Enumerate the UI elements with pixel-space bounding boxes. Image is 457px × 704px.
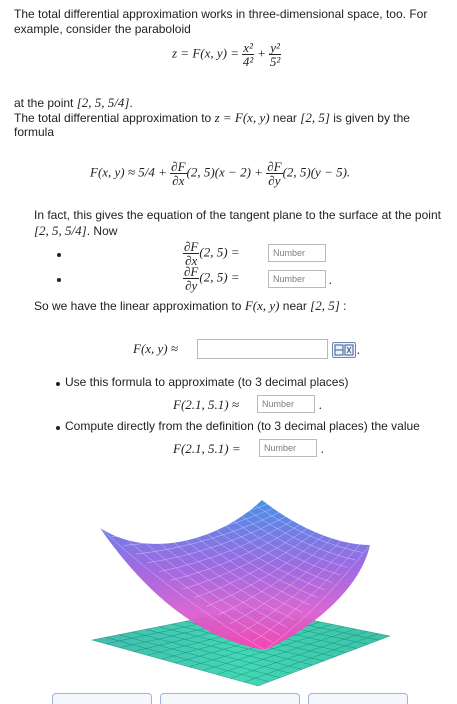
fy-period: . bbox=[329, 272, 333, 287]
fy-eval: (2, 5) = bbox=[199, 269, 240, 285]
fx-number-input[interactable] bbox=[268, 244, 326, 262]
partial-y-numerator: ∂F bbox=[267, 159, 282, 174]
fraction-y-term bbox=[269, 41, 281, 68]
linear-formula-input[interactable] bbox=[197, 339, 328, 359]
task-1-number-input[interactable] bbox=[257, 395, 315, 413]
formula-middle: (2, 5)(x − 2) + bbox=[186, 164, 263, 180]
task-1-period: . bbox=[319, 397, 323, 412]
linear-colon: : bbox=[343, 299, 347, 313]
linear-function: F(x, y) bbox=[244, 298, 280, 313]
partial-fx-row bbox=[183, 240, 240, 267]
fx-eval: (2, 5) = bbox=[199, 244, 240, 260]
tangent-formula bbox=[90, 160, 350, 187]
point-suffix: . bbox=[129, 96, 133, 110]
approx-intro-line-2: formula bbox=[14, 125, 55, 139]
approx-prefix: The total differential approximation to bbox=[14, 111, 212, 125]
plane-text-line-2 bbox=[34, 223, 117, 239]
x-term-numerator: x² bbox=[243, 40, 253, 55]
intro-line-1: The total differential approximation works in three-dimensional space, too. For bbox=[14, 7, 428, 21]
bottom-button-1[interactable] bbox=[52, 693, 152, 704]
formula-lhs: F(x, y) ≈ 5/4 + bbox=[90, 164, 167, 180]
fraction-x-term bbox=[242, 41, 254, 68]
partial-y-fraction bbox=[266, 160, 282, 187]
linear-period: . bbox=[357, 342, 361, 357]
linear-prefix: So we have the linear approximation to bbox=[34, 299, 242, 313]
paraboloid-equation bbox=[172, 41, 281, 68]
approx-near: near bbox=[272, 111, 297, 125]
linear-near: near bbox=[282, 299, 307, 313]
task-2-equation: F(2.1, 5.1) = bbox=[173, 441, 241, 456]
bullet-fy bbox=[57, 278, 61, 282]
fy-number-input[interactable] bbox=[268, 270, 326, 288]
approx-intro-line-1 bbox=[14, 110, 410, 126]
task-2-number-input[interactable] bbox=[259, 439, 317, 457]
formula-tail: (2, 5)(y − 5). bbox=[282, 164, 351, 180]
partial-x-denominator: ∂x bbox=[172, 173, 185, 188]
y-term-denominator: 5² bbox=[269, 54, 281, 69]
bottom-button-3[interactable] bbox=[308, 693, 408, 704]
formula-editor-button[interactable] bbox=[332, 342, 356, 358]
partial-x-fraction bbox=[170, 160, 186, 187]
bottom-button-2[interactable] bbox=[160, 693, 300, 704]
intro-line-2: example, consider the paraboloid bbox=[14, 22, 191, 36]
fx-fraction bbox=[183, 240, 199, 267]
plane-text-line-1: In fact, this gives the equation of the tangent plane to the surface at the point bbox=[34, 208, 441, 222]
point-prefix: at the point bbox=[14, 96, 74, 110]
approx-suffix: is given by the bbox=[333, 111, 410, 125]
plane-point: [2, 5, 5/4] bbox=[34, 223, 87, 238]
plus-sign: + bbox=[257, 45, 266, 61]
point-value: [2, 5, 5/4] bbox=[76, 95, 130, 110]
approx-point: [2, 5] bbox=[300, 110, 330, 125]
partial-y-denominator: ∂y bbox=[268, 173, 281, 188]
partial-x-numerator: ∂F bbox=[171, 159, 186, 174]
task-2-period: . bbox=[321, 441, 325, 456]
task-1-text: Use this formula to approximate (to 3 decimal places) bbox=[65, 375, 349, 389]
linear-point: [2, 5] bbox=[310, 298, 340, 313]
bullet-fx bbox=[57, 253, 61, 257]
linear-text bbox=[34, 298, 346, 314]
bullet-task-1 bbox=[56, 382, 60, 386]
task-1-equation: F(2.1, 5.1) ≈ bbox=[173, 397, 239, 412]
fy-numerator: ∂F bbox=[184, 264, 199, 279]
matrix-icon bbox=[333, 343, 355, 357]
fy-denominator: ∂y bbox=[185, 278, 198, 293]
x-term-denominator: 4² bbox=[242, 54, 254, 69]
fy-fraction bbox=[183, 265, 199, 292]
linear-lhs: F(x, y) ≈ bbox=[133, 341, 179, 356]
equation-lhs: z = F(x, y) = bbox=[172, 45, 239, 61]
paraboloid-surface-plot bbox=[0, 490, 457, 693]
task-2-text: Compute directly from the definition (to 3 decimal places) the value bbox=[65, 419, 420, 433]
partial-fy-row bbox=[183, 265, 240, 292]
bullet-task-2 bbox=[56, 426, 60, 430]
point-line bbox=[14, 95, 133, 111]
approx-equation: z = F(x, y) bbox=[214, 110, 270, 125]
fx-denominator: ∂x bbox=[185, 253, 198, 268]
fx-numerator: ∂F bbox=[184, 239, 199, 254]
plane-now: . Now bbox=[86, 224, 118, 238]
y-term-numerator: y² bbox=[270, 40, 280, 55]
